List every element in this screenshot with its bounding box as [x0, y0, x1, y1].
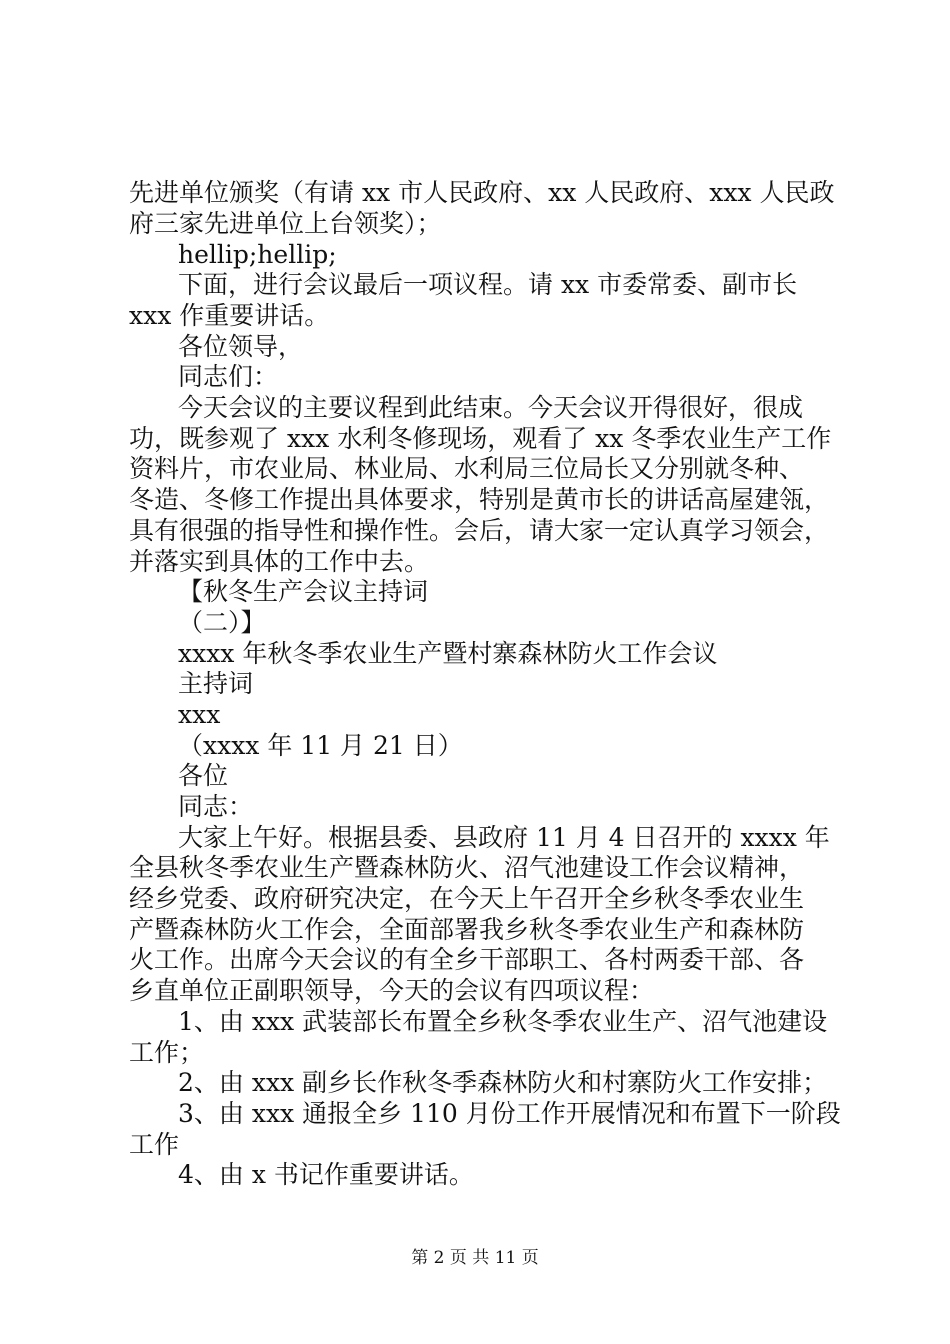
text-line: 工作；	[129, 1038, 205, 1067]
text-line: 同志们：	[178, 362, 279, 391]
text-line: 下面，进行会议最后一项议程。请 xx 市委常委、副市长	[178, 270, 798, 299]
text-line: 全县秋冬季农业生产暨森林防火、沼气池建设工作会议精神，	[129, 853, 805, 882]
text-line: 经乡党委、政府研究决定，在今天上午召开全乡秋冬季农业生	[129, 884, 805, 913]
text-line: 资料片，市农业局、林业局、水利局三位局长又分别就冬种、	[129, 454, 805, 483]
text-line: 【秋冬生产会议主持词	[178, 577, 429, 606]
text-line: hellip;hellip;	[178, 240, 337, 269]
text-line: 同志：	[178, 792, 254, 821]
text-line: 工作	[129, 1130, 180, 1159]
text-line: 各位	[178, 761, 229, 790]
text-line: 今天会议的主要议程到此结束。今天会议开得很好，很成	[178, 393, 804, 422]
text-line: xxx 作重要讲话。	[129, 301, 330, 330]
text-line: 先进单位颁奖（有请 xx 市人民政府、xx 人民政府、xxx 人民政	[129, 178, 835, 207]
text-line: 2、由 xxx 副乡长作秋冬季森林防火和村寨防火工作安排；	[178, 1068, 828, 1097]
text-line: 主持词	[178, 669, 254, 698]
text-line: 并落实到具体的工作中去。	[129, 547, 430, 576]
text-line: （xxxx 年 11 月 21 日）	[178, 731, 463, 760]
text-line: 功，既参观了 xxx 水利冬修现场，观看了 xx 冬季农业生产工作	[129, 424, 832, 453]
text-line: 各位领导，	[178, 332, 304, 361]
text-line: 火工作。出席今天会议的有全乡干部职工、各村两委干部、各	[129, 945, 805, 974]
text-line: 大家上午好。根据县委、县政府 11 月 4 日召开的 xxxx 年	[178, 823, 830, 852]
text-line: 4、由 x 书记作重要讲话。	[178, 1160, 474, 1189]
text-line: xxx	[178, 700, 221, 729]
text-line: 3、由 xxx 通报全乡 110 月份工作开展情况和布置下一阶段	[178, 1099, 841, 1128]
text-line: xxxx 年秋冬季农业生产暨村寨森林防火工作会议	[178, 639, 718, 668]
text-line: 产暨森林防火工作会，全面部署我乡秋冬季农业生产和森林防	[129, 915, 805, 944]
text-line: （二）】	[178, 608, 266, 637]
text-line: 冬造、冬修工作提出具体要求，特别是黄市长的讲话高屋建瓴，	[129, 485, 830, 514]
text-line: 1、由 xxx 武装部长布置全乡秋冬季农业生产、沼气池建设	[178, 1007, 828, 1036]
text-line: 府三家先进单位上台领奖）；	[129, 209, 442, 238]
text-line: 乡直单位正副职领导，今天的会议有四项议程：	[129, 976, 655, 1005]
text-line: 具有很强的指导性和操作性。会后，请大家一定认真学习领会，	[129, 516, 830, 545]
page-footer: 第 2 页 共 11 页	[411, 1248, 539, 1268]
